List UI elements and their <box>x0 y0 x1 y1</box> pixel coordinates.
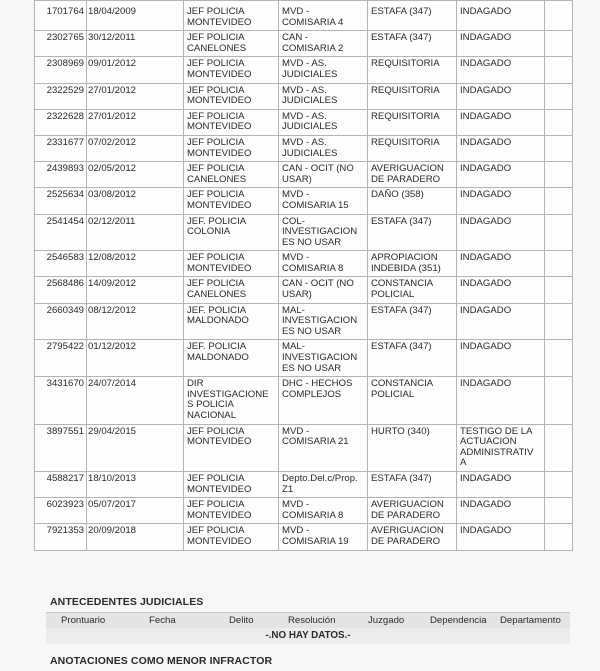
record-empty-cell <box>545 214 573 251</box>
record-id: 2660349 <box>35 303 87 340</box>
record-date: 02/05/2012 <box>87 162 184 188</box>
record-delito: CONSTANCIA POLICIAL <box>368 377 457 424</box>
record-dependencia: MVD - AS. JUDICIALES <box>279 57 368 83</box>
header-delito: Delito <box>229 615 254 626</box>
header-fecha: Fecha <box>149 615 176 626</box>
record-delito: ESTAFA (347) <box>368 303 457 340</box>
record-date: 07/02/2012 <box>87 135 184 161</box>
record-jefatura: JEF POLICIA MONTEVIDEO <box>184 57 279 83</box>
record-date: 03/08/2012 <box>87 188 184 214</box>
record-empty-cell <box>545 31 573 57</box>
table-row <box>35 31 573 57</box>
record-delito: AVERIGUACION DE PARADERO <box>368 162 457 188</box>
record-id: 2541454 <box>35 214 87 251</box>
table-row <box>35 109 573 135</box>
record-id: 3897551 <box>35 424 87 471</box>
record-jefatura: DIR INVESTIGACIONE S POLICIA NACIONAL <box>184 377 279 424</box>
table-row <box>35 188 573 214</box>
record-dependencia: CAN - COMISARIA 2 <box>279 31 368 57</box>
record-id: 2546583 <box>35 251 87 277</box>
table-row <box>35 214 573 251</box>
record-empty-cell <box>545 109 573 135</box>
record-id: 2308969 <box>35 57 87 83</box>
record-date: 18/10/2013 <box>87 471 184 497</box>
record-jefatura: JEF POLICIA MONTEVIDEO <box>184 135 279 161</box>
table-row <box>35 57 573 83</box>
record-date: 12/08/2012 <box>87 251 184 277</box>
record-situacion: INDAGADO <box>457 471 545 497</box>
table-row <box>35 1 573 31</box>
record-date: 08/12/2012 <box>87 303 184 340</box>
record-empty-cell <box>545 524 573 550</box>
header-dependencia: Dependencia <box>430 615 487 626</box>
record-delito: REQUISITORIA <box>368 83 457 109</box>
judicial-table-header <box>46 612 570 629</box>
record-jefatura: JEF POLICIA MONTEVIDEO <box>184 498 279 524</box>
record-dependencia: MVD - AS. JUDICIALES <box>279 83 368 109</box>
minor-section-title: ANOTACIONES COMO MENOR INFRACTOR <box>50 655 273 667</box>
record-id: 2568486 <box>35 277 87 303</box>
table-row <box>35 424 573 471</box>
no-data-message: -.NO HAY DATOS.- <box>46 628 570 644</box>
table-row <box>35 135 573 161</box>
record-empty-cell <box>545 498 573 524</box>
record-date: 05/07/2017 <box>87 498 184 524</box>
record-situacion: INDAGADO <box>457 340 545 377</box>
record-id: 2331677 <box>35 135 87 161</box>
table-row <box>35 83 573 109</box>
record-situacion: TESTIGO DE LA ACTUACION ADMINISTRATIV A <box>457 424 545 471</box>
record-situacion: INDAGADO <box>457 83 545 109</box>
record-situacion: INDAGADO <box>457 162 545 188</box>
record-jefatura: JEF POLICIA MONTEVIDEO <box>184 251 279 277</box>
record-delito: REQUISITORIA <box>368 57 457 83</box>
record-jefatura: JEF. POLICIA MALDONADO <box>184 340 279 377</box>
record-jefatura: JEF POLICIA CANELONES <box>184 31 279 57</box>
record-date: 01/12/2012 <box>87 340 184 377</box>
record-empty-cell <box>545 277 573 303</box>
record-id: 2525634 <box>35 188 87 214</box>
record-empty-cell <box>545 377 573 424</box>
table-row <box>35 340 573 377</box>
record-empty-cell <box>545 135 573 161</box>
record-date: 18/04/2009 <box>87 1 184 31</box>
record-dependencia: MVD - COMISARIA 8 <box>279 251 368 277</box>
record-situacion: INDAGADO <box>457 214 545 251</box>
header-prontuario: Prontuario <box>61 615 106 626</box>
record-delito: AVERIGUACION DE PARADERO <box>368 524 457 550</box>
record-jefatura: JEF POLICIA MONTEVIDEO <box>184 188 279 214</box>
record-date: 02/12/2011 <box>87 214 184 251</box>
record-dependencia: MVD - COMISARIA 4 <box>279 1 368 31</box>
record-dependencia: MVD - COMISARIA 15 <box>279 188 368 214</box>
record-delito: AVERIGUACION DE PARADERO <box>368 498 457 524</box>
record-dependencia: CAN - OCIT (NO USAR) <box>279 162 368 188</box>
table-row <box>35 524 573 550</box>
record-jefatura: JEF POLICIA MONTEVIDEO <box>184 83 279 109</box>
table-row <box>35 251 573 277</box>
header-resolucion: Resolución <box>288 615 336 626</box>
record-dependencia: Depto.Del.c/Prop. Z1 <box>279 471 368 497</box>
record-date: 27/01/2012 <box>87 109 184 135</box>
record-dependencia: MVD - AS. JUDICIALES <box>279 135 368 161</box>
record-situacion: INDAGADO <box>457 188 545 214</box>
record-jefatura: JEF POLICIA MONTEVIDEO <box>184 471 279 497</box>
record-jefatura: JEF POLICIA CANELONES <box>184 277 279 303</box>
record-dependencia: DHC - HECHOS COMPLEJOS <box>279 377 368 424</box>
table-row <box>35 498 573 524</box>
record-empty-cell <box>545 424 573 471</box>
record-jefatura: JEF POLICIA MONTEVIDEO <box>184 1 279 31</box>
record-situacion: INDAGADO <box>457 31 545 57</box>
record-id: 1701764 <box>35 1 87 31</box>
record-id: 3431670 <box>35 377 87 424</box>
table-row <box>35 471 573 497</box>
record-delito: ESTAFA (347) <box>368 1 457 31</box>
record-delito: APROPIACION INDEBIDA (351) <box>368 251 457 277</box>
record-situacion: INDAGADO <box>457 498 545 524</box>
record-date: 09/01/2012 <box>87 57 184 83</box>
record-id: 2439893 <box>35 162 87 188</box>
judicial-section-title: ANTECEDENTES JUDICIALES <box>50 596 204 608</box>
record-situacion: INDAGADO <box>457 277 545 303</box>
record-empty-cell <box>545 1 573 31</box>
record-date: 27/01/2012 <box>87 83 184 109</box>
record-situacion: INDAGADO <box>457 524 545 550</box>
record-situacion: INDAGADO <box>457 303 545 340</box>
record-date: 29/04/2015 <box>87 424 184 471</box>
table-row <box>35 277 573 303</box>
header-departamento: Departamento <box>500 615 561 626</box>
record-date: 24/07/2014 <box>87 377 184 424</box>
record-empty-cell <box>545 57 573 83</box>
record-id: 6023923 <box>35 498 87 524</box>
record-jefatura: JEF. POLICIA COLONIA <box>184 214 279 251</box>
record-situacion: INDAGADO <box>457 57 545 83</box>
record-jefatura: JEF POLICIA MONTEVIDEO <box>184 424 279 471</box>
record-id: 2322529 <box>35 83 87 109</box>
record-jefatura: JEF POLICIA MONTEVIDEO <box>184 524 279 550</box>
record-delito: CONSTANCIA POLICIAL <box>368 277 457 303</box>
record-dependencia: MVD - COMISARIA 8 <box>279 498 368 524</box>
record-delito: ESTAFA (347) <box>368 31 457 57</box>
record-jefatura: JEF POLICIA CANELONES <box>184 162 279 188</box>
record-dependencia: CAN - OCIT (NO USAR) <box>279 277 368 303</box>
record-id: 2302765 <box>35 31 87 57</box>
record-jefatura: JEF. POLICIA MALDONADO <box>184 303 279 340</box>
record-date: 20/09/2018 <box>87 524 184 550</box>
record-empty-cell <box>545 83 573 109</box>
header-juzgado: Juzgado <box>368 615 405 626</box>
record-dependencia: MVD - AS. JUDICIALES <box>279 109 368 135</box>
record-empty-cell <box>545 162 573 188</box>
record-jefatura: JEF POLICIA MONTEVIDEO <box>184 109 279 135</box>
table-row <box>35 377 573 424</box>
record-empty-cell <box>545 188 573 214</box>
record-date: 30/12/2011 <box>87 31 184 57</box>
record-situacion: INDAGADO <box>457 109 545 135</box>
record-situacion: INDAGADO <box>457 251 545 277</box>
record-dependencia: MVD - COMISARIA 19 <box>279 524 368 550</box>
record-empty-cell <box>545 340 573 377</box>
record-delito: REQUISITORIA <box>368 109 457 135</box>
record-date: 14/09/2012 <box>87 277 184 303</box>
record-empty-cell <box>545 303 573 340</box>
record-delito: ESTAFA (347) <box>368 340 457 377</box>
record-situacion: INDAGADO <box>457 377 545 424</box>
record-delito: ESTAFA (347) <box>368 471 457 497</box>
table-row <box>35 162 573 188</box>
police-records-table <box>34 0 573 551</box>
record-situacion: INDAGADO <box>457 1 545 31</box>
record-dependencia: COL-INVESTIGACION ES NO USAR <box>279 214 368 251</box>
record-dependencia: MVD - COMISARIA 21 <box>279 424 368 471</box>
record-delito: HURTO (340) <box>368 424 457 471</box>
table-row <box>35 303 573 340</box>
record-dependencia: MAL-INVESTIGACION ES NO USAR <box>279 340 368 377</box>
record-empty-cell <box>545 251 573 277</box>
record-delito: DAÑO (358) <box>368 188 457 214</box>
record-id: 4588217 <box>35 471 87 497</box>
record-situacion: INDAGADO <box>457 135 545 161</box>
record-id: 2322628 <box>35 109 87 135</box>
record-dependencia: MAL-INVESTIGACION ES NO USAR <box>279 303 368 340</box>
record-empty-cell <box>545 471 573 497</box>
record-id: 7921353 <box>35 524 87 550</box>
record-delito: REQUISITORIA <box>368 135 457 161</box>
record-id: 2795422 <box>35 340 87 377</box>
record-delito: ESTAFA (347) <box>368 214 457 251</box>
